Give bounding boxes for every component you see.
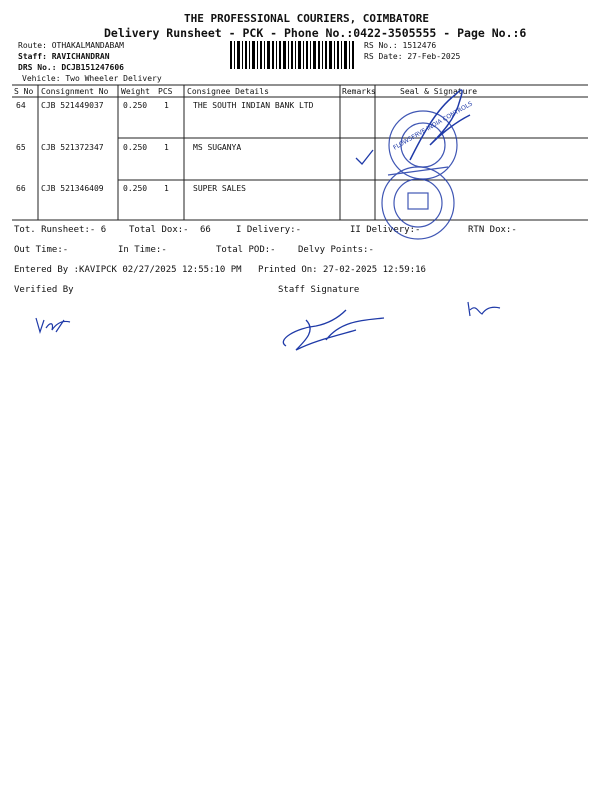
remarks-tick-mark — [355, 148, 375, 166]
printed-on: Printed On: 27-02-2025 12:59:16 — [258, 265, 426, 275]
vehicle-label: Vehicle: Two Wheeler Delivery — [22, 74, 162, 83]
total-pod: Total POD:- — [216, 245, 276, 255]
row-pcs: 1 — [164, 101, 169, 110]
total-dox-label: Total Dox:- — [129, 225, 189, 235]
row-consignment: CJB 521449037 — [41, 101, 104, 110]
document-title: Delivery Runsheet - PCK - Phone No.:0422-3505555 - Page No.:6 — [104, 26, 527, 40]
stamp-text: FLOWSERVE INDIA CONTROLS — [392, 100, 474, 152]
row-weight: 0.250 — [123, 101, 148, 110]
staff-signature — [266, 300, 386, 360]
rtn-dox: RTN Dox:- — [468, 225, 517, 235]
right-initials — [466, 300, 502, 320]
drs-number: DRS No.: DCJB151247606 — [18, 63, 124, 72]
row-weight: 0.250 — [123, 184, 148, 193]
row-consignee: THE SOUTH INDIAN BANK LTD — [193, 101, 314, 110]
delvy-points: Delvy Points:- — [298, 245, 374, 255]
ii-delivery: II Delivery:- — [350, 225, 421, 235]
col-header-sno: S No — [14, 87, 34, 96]
col-header-consignment: Consignment No — [41, 87, 109, 96]
rs-date: RS Date: 27-Feb-2025 — [364, 52, 461, 61]
company-name: THE PROFESSIONAL COURIERS, COIMBATORE — [184, 12, 430, 25]
row-consignee: MS SUGANYA — [193, 143, 242, 152]
row-consignment: CJB 521372347 — [41, 143, 104, 152]
verified-initials — [34, 314, 74, 338]
verified-by-label: Verified By — [14, 285, 74, 295]
route-label: Route: OTHAKALMANDABAM — [18, 41, 124, 50]
row-sno: 66 — [16, 184, 26, 193]
row-pcs: 1 — [164, 143, 169, 152]
rs-number: RS No.: 1512476 — [364, 41, 437, 50]
col-header-pcs: PCS — [158, 87, 173, 96]
runsheet-table-grid — [0, 0, 600, 260]
row-weight: 0.250 — [123, 143, 148, 152]
total-dox-value: 66 — [200, 225, 211, 235]
row-consignment: CJB 521346409 — [41, 184, 104, 193]
row-sno: 65 — [16, 143, 26, 152]
i-delivery: I Delivery:- — [236, 225, 302, 235]
row-pcs: 1 — [164, 184, 169, 193]
row-consignee: SUPER SALES — [193, 184, 246, 193]
staff-label: Staff: RAVICHANDRAN — [18, 52, 110, 61]
row-sno: 64 — [16, 101, 26, 110]
out-time: Out Time:- — [14, 245, 69, 255]
entered-by: Entered By :KAVIPCK 02/27/2025 12:55:10 PM — [14, 265, 242, 275]
staff-signature-label: Staff Signature — [278, 285, 360, 295]
receiver-signature — [400, 80, 490, 170]
col-header-consignee: Consignee Details — [187, 87, 269, 96]
col-header-seal-signature: Seal & Signature — [400, 87, 478, 96]
in-time: In Time:- — [118, 245, 167, 255]
col-header-weight: Weight — [121, 87, 150, 96]
col-header-remarks: Remarks — [342, 87, 376, 96]
tot-runsheet: Tot. Runsheet:- 6 — [14, 225, 107, 235]
